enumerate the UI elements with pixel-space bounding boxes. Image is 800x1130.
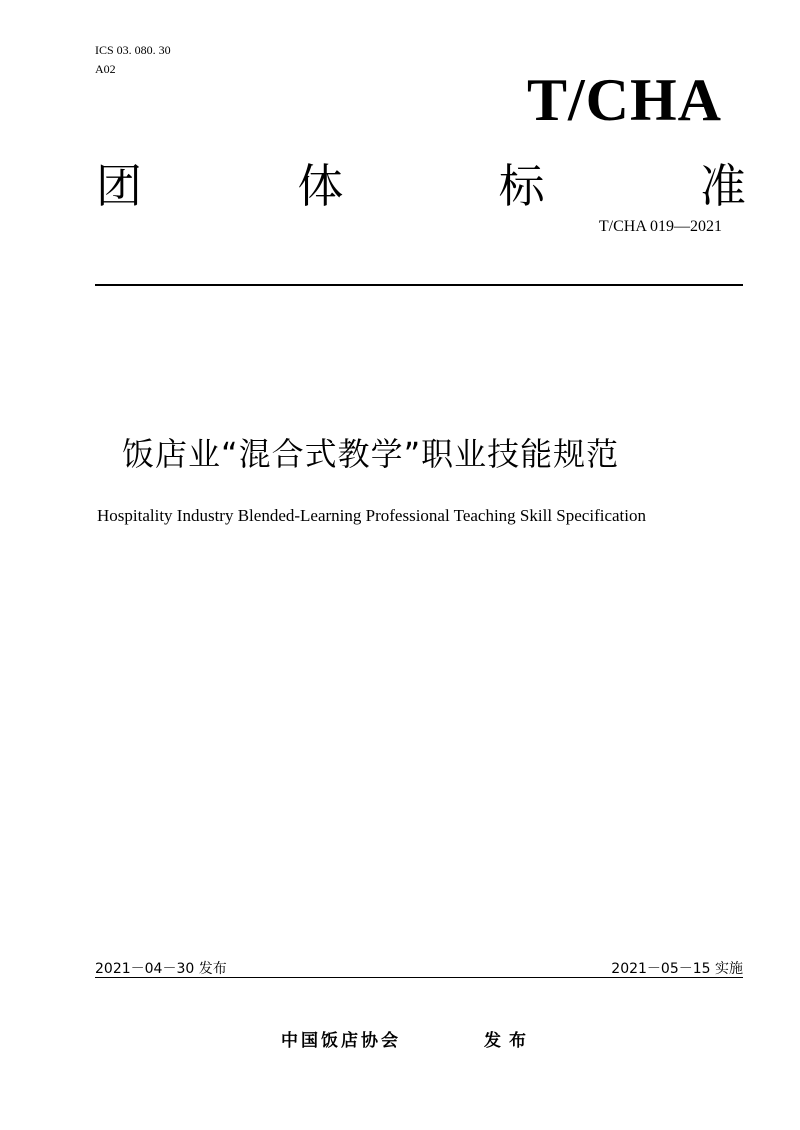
date-divider [95, 977, 743, 978]
ccs-code: A02 [95, 62, 116, 76]
implementation-date: 2021－05－15 实施 [611, 961, 743, 977]
publish-label: 发布 [484, 1031, 534, 1051]
title-chinese: 饭店业“混合式教学”职业技能规范 [122, 435, 620, 473]
standard-type-char: 标 [498, 159, 545, 213]
standard-brand-mark: T/CHA [526, 67, 722, 133]
standard-type-char: 体 [297, 159, 344, 213]
standard-type-heading [96, 158, 746, 214]
publisher-name: 中国饭店协会 [281, 1031, 401, 1051]
title-english: Hospitality Industry Blended-Learning Professional Teaching Skill Specification [97, 506, 646, 525]
standard-type-char: 团 [96, 159, 142, 213]
publish-date: 2021－04－30 发布 [95, 961, 227, 977]
ics-code: ICS 03. 080. 30 [95, 43, 171, 57]
header-divider [95, 284, 743, 286]
standard-number: T/CHA 019—2021 [598, 218, 722, 235]
standard-type-char: 准 [699, 159, 746, 213]
